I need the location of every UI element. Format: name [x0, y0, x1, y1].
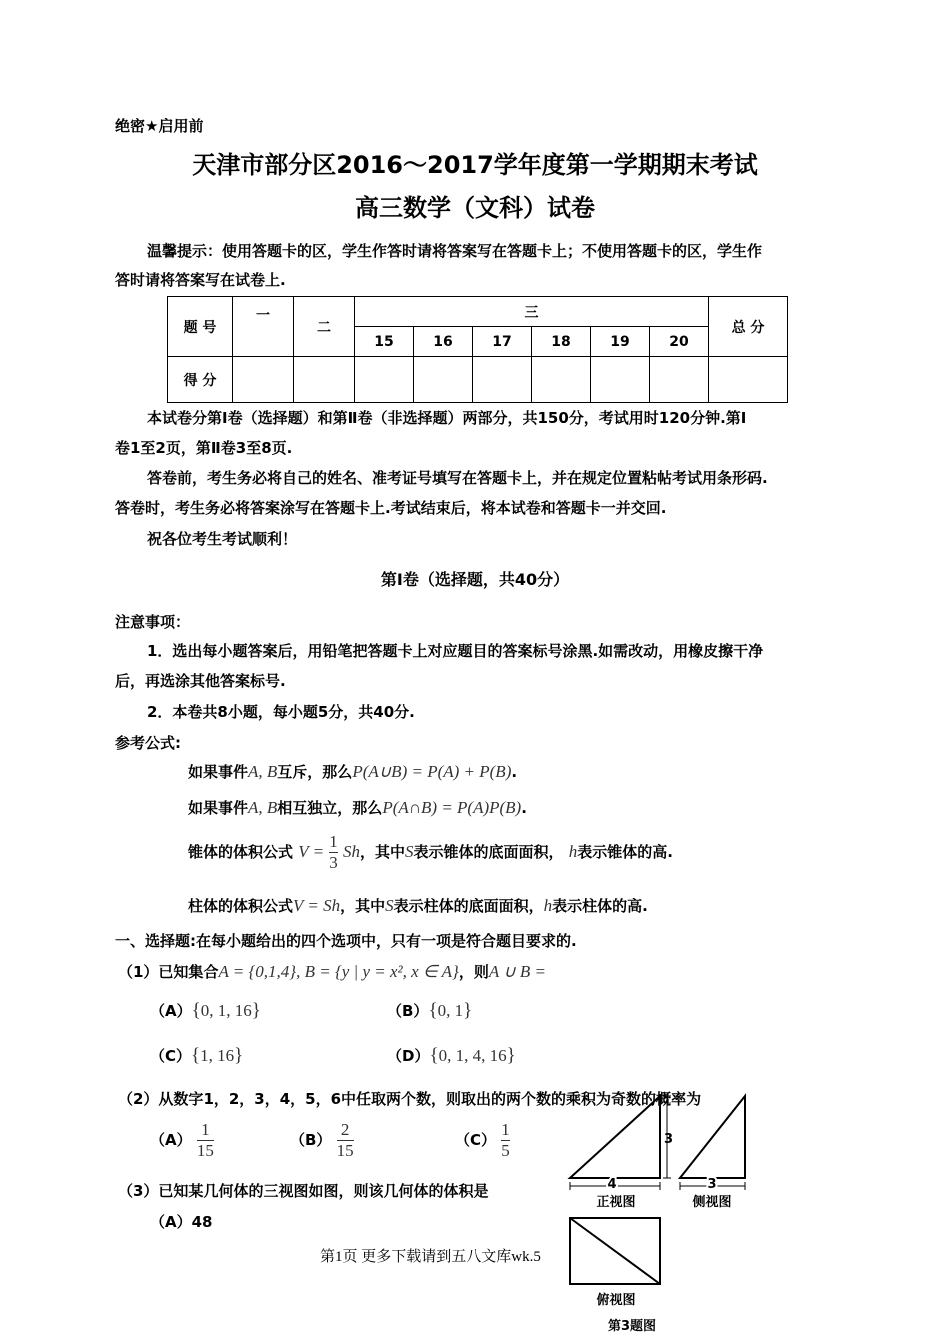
- formula-math: A, B: [248, 798, 278, 817]
- side-dim-width: 3: [707, 1177, 717, 1192]
- score-cell: [294, 357, 355, 403]
- col-two: 二: [294, 297, 355, 357]
- q1-option-a: （A）{0, 1, 16}: [150, 1000, 261, 1021]
- score-cell: [414, 357, 473, 403]
- col-16: 16: [414, 327, 473, 357]
- intro-p2a: 答卷前，考生务必将自己的姓名、准考证号填写在答题卡上，并在规定位置粘帖考试用条形码.: [147, 469, 768, 487]
- formula-text: 表示锥体的底面面积，: [413, 843, 564, 861]
- top-view: [570, 1218, 660, 1308]
- col-18: 18: [532, 327, 591, 357]
- q2-option-a: （A） $\frac{1}{15}$: [150, 1120, 214, 1160]
- score-table: [167, 296, 788, 403]
- three-view-figure: [560, 1088, 790, 1344]
- row-label-question: 题 号: [168, 297, 233, 357]
- notice-1a: 1．选出每小题答案后，用铅笔把答题卡上对应题目的答案标号涂黑.如需改动，用橡皮擦干净: [147, 642, 764, 660]
- intro-p1a: 本试卷分第Ⅰ卷（选择题）和第Ⅱ卷（非选择题）两部分，共150分，考试用时120分钟.第Ⅰ: [147, 409, 747, 427]
- intro-p1b: 卷1至2页，第Ⅱ卷3至8页.: [115, 439, 293, 457]
- col-17: 17: [473, 327, 532, 357]
- formula-math: h: [568, 842, 578, 861]
- formula-text: 表示柱体的高.: [552, 897, 648, 915]
- q3-stem: （3）已知某几何体的三视图如图，则该几何体的体积是: [118, 1182, 489, 1200]
- col-19: 19: [591, 327, 650, 357]
- q3-option-a: （A）48: [150, 1213, 213, 1231]
- formula-prism: [188, 895, 648, 916]
- col-one: 一: [233, 297, 294, 357]
- tip-label: 温馨提示：: [147, 242, 223, 260]
- formula-label: 参考公式:: [115, 734, 181, 752]
- col-total: 总 分: [709, 297, 788, 357]
- q1-stem: [118, 961, 546, 982]
- col-20: 20: [650, 327, 709, 357]
- formula-text: 如果事件: [188, 799, 249, 817]
- formula-math: S: [405, 842, 414, 861]
- side-view-label: 侧视图: [692, 1195, 732, 1210]
- notice-1b: 后，再选涂其他答案标号.: [115, 672, 286, 690]
- fraction: $\frac{1}{3}$: [329, 832, 338, 872]
- q-math: A = {0,1,4}, B = {y | y = x², x ∈ A}: [218, 962, 459, 981]
- q1-option-c: （C）{1, 16}: [150, 1045, 244, 1066]
- section1-heading: 一、选择题:在每小题给出的四个选项中，只有一项是符合题目要求的.: [115, 932, 577, 950]
- q1-option-b: （B）{0, 1}: [387, 1000, 473, 1021]
- q2-stem: （2）从数字1，2，3，4，5，6中任取两个数，则取出的两个数的乘积为奇数的概率为: [118, 1090, 702, 1108]
- formula-math: V = Sh: [293, 896, 341, 915]
- col-15: 15: [355, 327, 414, 357]
- front-dim-height: 3: [664, 1132, 674, 1147]
- intro-p2b: 答卷时，考生务必将答案涂写在答题卡上.考试结束后，将本试卷和答题卡一并交回.: [115, 499, 667, 517]
- tip-line2: 答时请将答案写在试卷上.: [115, 271, 286, 289]
- formula-math: h: [543, 896, 553, 915]
- exam-title: 天津市部分区2016～2017学年度第一学期期末考试: [192, 151, 758, 179]
- top-view-label: 俯视图: [596, 1293, 636, 1308]
- formula-cone: [188, 832, 673, 873]
- score-cell: [650, 357, 709, 403]
- secret-label: 绝密★启用前: [115, 117, 204, 135]
- part1-heading: 第Ⅰ卷（选择题，共40分）: [380, 570, 570, 589]
- formula-text: 柱体的体积公式: [188, 897, 294, 915]
- front-view: [570, 1096, 673, 1210]
- q-text: ，则: [458, 963, 489, 981]
- q-math: A ∪ B =: [488, 962, 547, 981]
- intro-p3: 祝各位考生考试顺利！: [147, 530, 298, 548]
- score-cell: [473, 357, 532, 403]
- score-cell: [709, 357, 788, 403]
- figure-caption: 第3题图: [607, 1319, 657, 1334]
- formula-math: V =: [298, 842, 325, 861]
- q2-option-b: （B） $\frac{2}{15}$: [290, 1120, 354, 1160]
- formula-text: ，其中: [360, 843, 406, 861]
- side-view: [680, 1096, 745, 1210]
- formula-math: P(A∩B) = P(A)P(B): [382, 798, 522, 817]
- front-view-label: 正视图: [596, 1195, 636, 1210]
- formula-math: Sh: [343, 842, 361, 861]
- notice-label: 注意事项：: [115, 613, 191, 631]
- row-label-score: 得 分: [168, 357, 233, 403]
- formula-text: 锥体的体积公式: [188, 843, 294, 861]
- q-text: （1）已知集合: [118, 963, 219, 981]
- score-cell: [591, 357, 650, 403]
- formula-text: 互斥，那么: [277, 763, 353, 781]
- tip-text1: 使用答题卡的区，学生作答时请将答案写在答题卡上；不使用答题卡的区，学生作: [222, 242, 763, 260]
- formula-exclusive: 如果事件A, B互斥，那么P(A∪B) = P(A) + P(B).: [188, 762, 518, 781]
- q2-option-c: （C） $\frac{1}{5}$: [455, 1120, 510, 1160]
- formula-math: P(A∪B) = P(A) + P(B): [352, 762, 512, 781]
- notice-2: 2．本卷共8小题，每小题5分，共40分.: [147, 703, 415, 721]
- score-cell: [355, 357, 414, 403]
- tip-line1: [147, 240, 762, 261]
- paper-title: 高三数学（文科）试卷: [355, 194, 595, 222]
- formula-text: 如果事件: [188, 763, 249, 781]
- score-cell: [233, 357, 294, 403]
- formula-text: ，其中: [340, 897, 386, 915]
- formula-independent: 如果事件A, B相互独立，那么P(A∩B) = P(A)P(B).: [188, 798, 527, 817]
- front-dim-width: 4: [607, 1177, 617, 1192]
- formula-math: S: [385, 896, 394, 915]
- score-cell: [532, 357, 591, 403]
- formula-text: 表示锥体的高.: [577, 843, 673, 861]
- q1-option-d: （D）{0, 1, 4, 16}: [387, 1045, 516, 1066]
- formula-text: 表示柱体的底面面积，: [393, 897, 544, 915]
- formula-text: 相互独立，那么: [277, 799, 383, 817]
- col-three: 三: [355, 297, 709, 327]
- formula-math: A, B: [248, 762, 278, 781]
- page-footer: 第1页 更多下载请到五八文库wk.5: [320, 1249, 541, 1265]
